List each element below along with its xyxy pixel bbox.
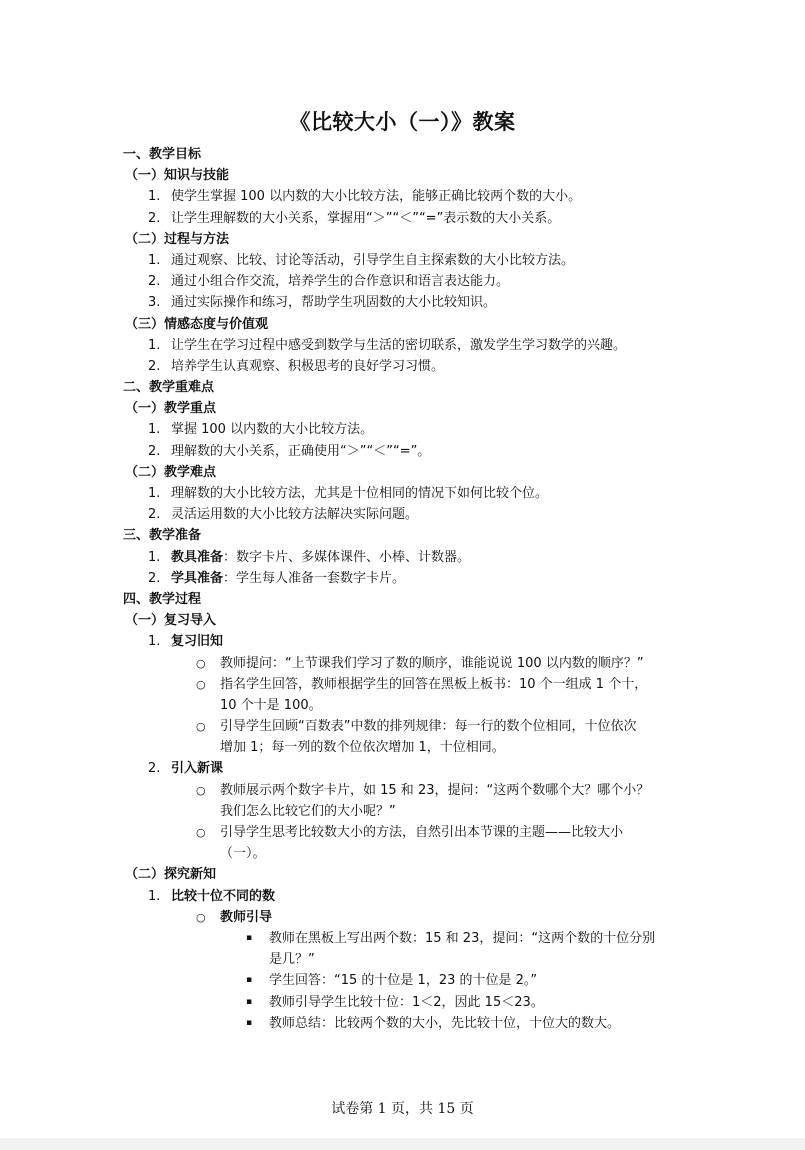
bullet-continuation: 10 个十是 100。 [220,697,322,713]
list-item: 3. 通过实际操作和练习，帮助学生巩固数的大小比较知识。 [148,295,497,311]
list-item: 2. 让学生理解数的大小关系，掌握用“＞”“＜”“=”表示数的大小关系。 [148,210,561,226]
circle-bullet-icon: ○ [196,677,206,691]
circle-bullet: ○ 引导学生思考比较数大小的方法，自然引出本节课的主题——比较大小 [0,822,805,843]
subsection-heading: （一）知识与技能 [125,168,230,184]
circle-bullet-icon: ○ [196,656,206,670]
subsection-heading: （一）教学重点 [125,401,217,417]
circle-bullet: ○ 教师展示两个数字卡片，如 15 和 23，提问：“这两个数哪个大？哪个小？ [0,780,805,801]
square-bullet: ▪ 教师引导学生比较十位：1＜2，因此 15＜23。 [0,992,805,1013]
section-heading: 一、教学目标 [123,147,202,162]
list-item: 2. 灵活运用数的大小比较方法解决实际问题。 [148,507,419,523]
section-heading: 四、教学过程 [123,591,202,607]
document-body [0,144,805,1034]
list-item: 2. 通过小组合作交流，培养学生的合作意识和语言表达能力。 [148,274,510,290]
circle-bullet: ○ 教师提问：“上节课我们学习了数的顺序，谁能说说 100 以内数的顺序？” [0,653,805,674]
square-bullet: ▪ 教师在黑板上写出两个数：15 和 23，提问：“这两个数的十位分别 [0,928,805,949]
section-heading: 三、教学准备 [123,528,202,544]
document-title: 《比较大小（一）》教案 [289,110,516,134]
step-heading: 2. 引入新课 [148,761,224,777]
subsection-heading: （二）探究新知 [125,867,217,883]
circle-bullet: ○ 教师引导 [0,907,805,928]
item-label: 教具准备 [171,549,224,565]
square-bullet-icon: ▪ [246,932,253,943]
list-item: 1. 通过观察、比较、讨论等活动，引导学生自主探索数的大小比较方法。 [148,252,575,268]
circle-bullet: ○ 引导学生回顾“百数表”中数的排列规律：每一行的数个位相同，十位依次 [0,716,805,737]
square-bullet: ▪ 学生回答：“15 的十位是 1，23 的十位是 2。” [0,970,805,991]
step-heading: 1. 比较十位不同的数 [148,888,276,904]
list-item: 1. 让学生在学习过程中感受到数学与生活的密切联系，激发学生学习数学的兴趣。 [148,337,627,353]
list-item: 1. 教具准备：数字卡片、多媒体课件、小棒、计数器。 [148,549,471,565]
subsection-heading: （二）教学难点 [125,464,217,480]
circle-bullet-icon: ○ [196,826,206,839]
step-heading: 1. 复习旧知 [148,634,224,650]
circle-bullet-icon: ○ [196,720,206,734]
list-item: 1. 理解数的大小比较方法，尤其是十位相同的情况下如何比较个位。 [148,486,549,501]
subsection-heading: （二）过程与方法 [125,231,230,247]
list-item: 1. 使学生掌握 100 以内数的大小比较方法，能够正确比较两个数的大小。 [148,189,582,205]
subsection-heading: （一）复习导入 [125,613,217,629]
subsection-heading: （三）情感态度与价值观 [125,316,269,332]
square-bullet-icon: ▪ [246,975,253,986]
list-item: 1. 掌握 100 以内数的大小比较方法。 [148,422,374,438]
bullet-continuation: 增加 1；每一列的数个位依次增加 1，十位相同。 [220,740,505,756]
page-footer: 试卷第 1 页，共 15 页 [331,1101,474,1117]
item-label: 学具准备 [171,570,224,586]
list-item: 2. 培养学生认真观察、积极思考的良好学习习惯。 [148,358,445,374]
square-bullet-icon: ▪ [246,996,253,1007]
bullet-continuation: 是几？” [269,952,315,968]
list-item: 2. 学具准备：学生每人准备一套数字卡片。 [148,570,406,586]
square-bullet: ▪ 教师总结：比较两个数的大小，先比较十位，十位大的数大。 [0,1013,805,1034]
bullet-continuation: 我们怎么比较它们的大小呢？” [220,803,396,819]
square-bullet-icon: ▪ [246,1017,253,1028]
circle-bullet-icon: ○ [196,783,206,797]
section-heading: 二、教学重难点 [123,380,215,396]
list-item: 2. 理解数的大小关系，正确使用“＞”“＜”“=”。 [148,443,431,459]
bullet-continuation: （一）。 [220,846,266,862]
circle-bullet-icon: ○ [196,910,206,924]
circle-bullet: ○ 指名学生回答，教师根据学生的回答在黑板上板书：10 个一组成 1 个十， [0,674,805,695]
